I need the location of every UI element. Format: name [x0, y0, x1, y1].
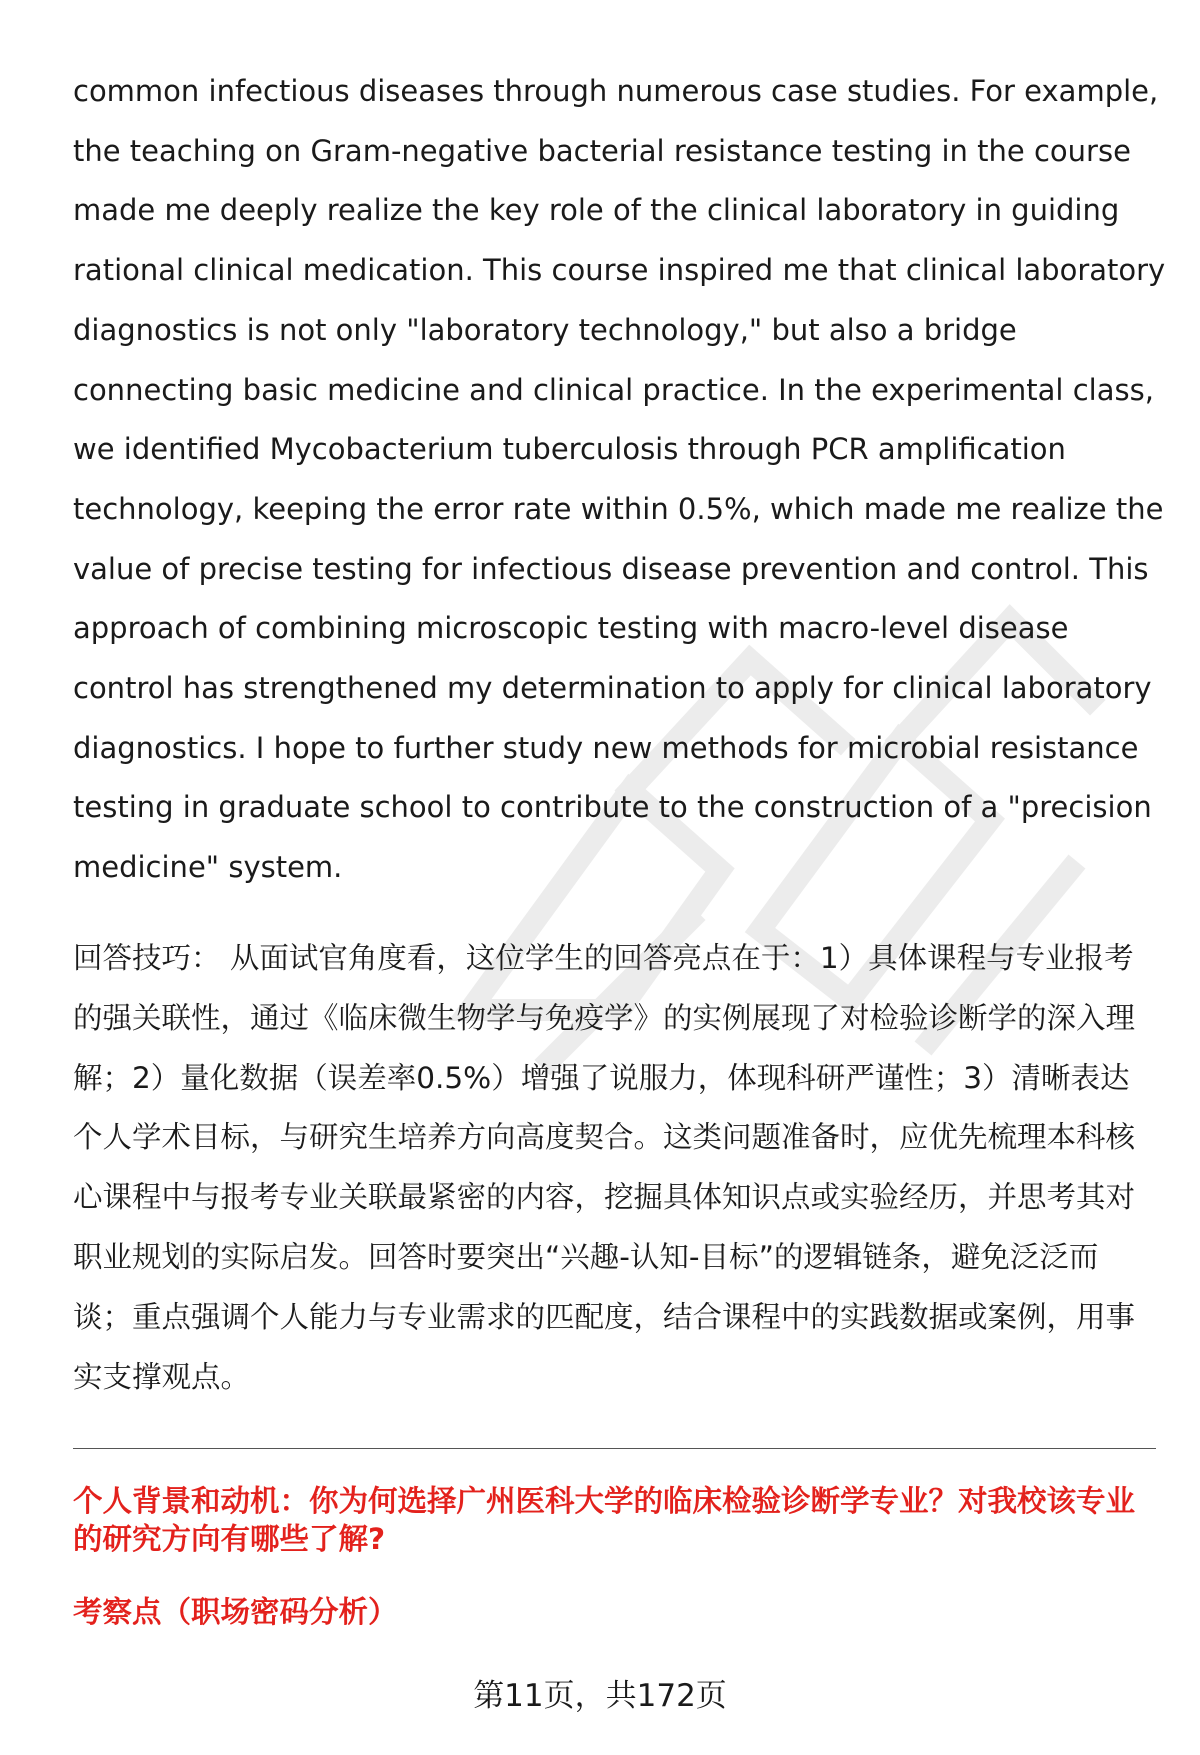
paragraph-line: rational clinical medication. This course inspired me that clinical laboratory: [73, 253, 1166, 288]
paragraph-line: 谈；重点强调个人能力与专业需求的匹配度，结合课程中的实践数据或案例，用事: [73, 1299, 1136, 1334]
paragraph-line: 实支撑观点。: [73, 1359, 251, 1394]
paragraph-line: diagnostics. I hope to further study new methods for microbial resistance: [73, 730, 1139, 765]
paragraph-line: made me deeply realize the key role of the clinical laboratory in guiding: [73, 193, 1120, 228]
question-heading: [73, 1482, 1163, 1558]
paragraph-line: value of precise testing for infectious disease prevention and control. This: [73, 551, 1149, 586]
question-line: 个人背景和动机：你为何选择广州医科大学的临床检验诊断学专业？对我校该专业: [73, 1484, 1136, 1518]
paragraph-line: 解；2）量化数据（误差率0.5%）增强了说服力，体现科研严谨性；3）清晰表达: [73, 1060, 1130, 1095]
question-line: 的研究方向有哪些了解?: [73, 1522, 386, 1556]
paragraph-line: 个人学术目标，与研究生培养方向高度契合。这类问题准备时，应优先梳理本科核: [73, 1120, 1136, 1155]
paragraph-line: 心课程中与报考专业关联最紧密的内容，挖掘具体知识点或实验经历，并思考其对: [73, 1180, 1136, 1215]
paragraph-line: 的强关联性，通过《临床微生物学与免疫学》的实例展现了对检验诊断学的深入理: [73, 1000, 1136, 1035]
paragraph-line: medicine" system.: [73, 850, 343, 885]
page-number: 第11页，共172页: [473, 1678, 727, 1714]
paragraph-line: 职业规划的实际启发。回答时要突出“兴趣-认知-目标”的逻辑链条，避免泛泛而: [73, 1239, 1099, 1274]
paragraph-line: control has strengthened my determination to apply for clinical laboratory: [73, 671, 1152, 706]
paragraph-line: the teaching on Gram-negative bacterial resistance testing in the course: [73, 133, 1131, 168]
answer-tips-paragraph: [73, 929, 1153, 1407]
subheading: 考察点（职场密码分析）: [73, 1595, 398, 1629]
paragraph-line: 回答技巧： 从面试官角度看，这位学生的回答亮点在于：1）具体课程与专业报考: [73, 941, 1134, 975]
paragraph-line: testing in graduate school to contribute to the construction of a "precision: [73, 790, 1152, 825]
section-divider: [73, 1448, 1156, 1449]
paragraph-line: approach of combining microscopic testing with macro-level disease: [73, 611, 1069, 646]
paragraph-line: we identified Mycobacterium tuberculosis through PCR amplification: [73, 432, 1066, 467]
paragraph-line: diagnostics is not only "laboratory technology," but also a bridge: [73, 312, 1017, 347]
english-paragraph: [73, 62, 1166, 898]
paragraph-line: common infectious diseases through numerous case studies. For example,: [73, 74, 1159, 108]
paragraph-line: connecting basic medicine and clinical practice. In the experimental class,: [73, 372, 1154, 407]
paragraph-line: technology, keeping the error rate within 0.5%, which made me realize the: [73, 491, 1164, 526]
